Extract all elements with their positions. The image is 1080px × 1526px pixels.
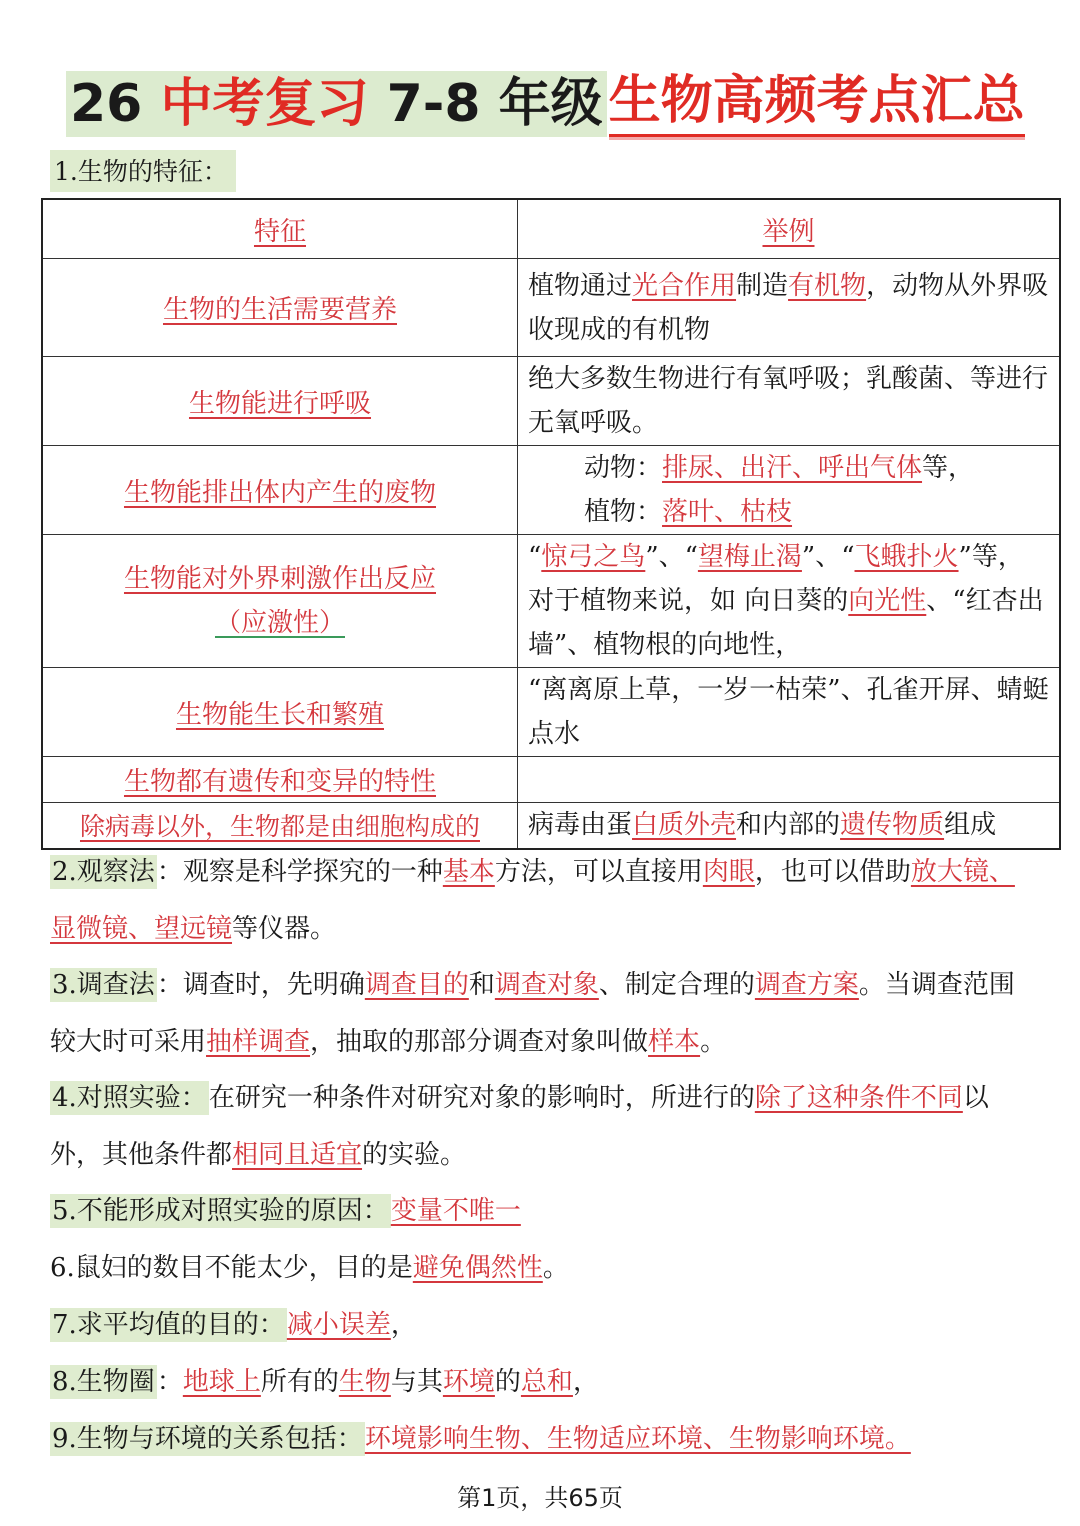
point-paragraph xyxy=(50,844,1040,958)
key-term: 基本 xyxy=(442,857,495,887)
point-text: 、制定合理的 xyxy=(598,970,755,1000)
page-title xyxy=(66,68,1025,137)
example-text: 组成 xyxy=(944,810,997,841)
table-row xyxy=(42,259,1060,357)
example-text: 动物： xyxy=(584,453,663,483)
point-text: 方法，可以直接用 xyxy=(494,857,703,887)
point-text: ， xyxy=(390,1310,417,1340)
table-row xyxy=(42,757,1060,803)
point-paragraph xyxy=(50,1297,1040,1354)
point-paragraph xyxy=(50,1240,1040,1297)
key-term: 调查对象 xyxy=(494,970,599,1000)
point-text: 所有的 xyxy=(260,1367,339,1397)
feature-cell xyxy=(42,803,518,849)
example-cell xyxy=(518,757,1061,803)
point-text: 等仪器。 xyxy=(232,914,337,944)
feature-text: 生物能对外界刺激作出反应 xyxy=(123,564,436,594)
key-term: 调查方案 xyxy=(754,970,859,1000)
section-heading: 1.生物的特征： xyxy=(50,150,236,192)
table-header-row xyxy=(42,199,1060,259)
key-term: 环境影响生物、生物适应环境、生物影响环境。 xyxy=(364,1424,911,1454)
feature-cell xyxy=(42,259,518,357)
feature-subtext: （应激性） xyxy=(214,608,345,638)
title-year: 26 xyxy=(70,74,143,134)
point-label: 5.不能形成对照实验的原因： xyxy=(52,1196,389,1226)
point-text: 在研究一种条件对研究对象的影响时，所进行的 xyxy=(208,1083,755,1113)
point-text: 。 xyxy=(542,1253,569,1283)
example-text: 和内部的 xyxy=(736,810,841,841)
table-row xyxy=(42,357,1060,446)
key-term: 地球上 xyxy=(182,1367,261,1397)
key-term: 减小误差 xyxy=(286,1310,391,1340)
point-paragraph xyxy=(50,1411,1040,1468)
example-text: 植物： xyxy=(584,497,663,527)
point-label: 9.生物与环境的关系包括： xyxy=(52,1424,363,1454)
point-text: 6.鼠妇的数目不能太少，目的是 xyxy=(50,1253,413,1283)
table-row xyxy=(42,803,1060,849)
feature-cell xyxy=(42,757,518,803)
example-cell xyxy=(518,446,1061,535)
key-term: 环境 xyxy=(442,1367,495,1397)
point-text: ，也可以借助 xyxy=(754,857,911,887)
feature-text: 生物能进行呼吸 xyxy=(188,388,371,419)
example-text: 等， xyxy=(922,453,975,483)
key-term: 调查目的 xyxy=(364,970,469,1000)
point-text: 的 xyxy=(494,1367,521,1397)
table-row xyxy=(42,535,1060,668)
point-text: ：观察是科学探究的一种 xyxy=(156,857,443,887)
point-label: 3.调查法 xyxy=(52,970,155,1000)
feature-text: 生物能排出体内产生的废物 xyxy=(123,477,436,508)
feature-text: 生物的生活需要营养 xyxy=(162,295,397,325)
example-text: ，动物从外界吸收现成的有机物 xyxy=(528,270,1049,345)
example-line xyxy=(584,446,1049,490)
example-cell xyxy=(518,668,1061,757)
feature-text: 生物都有遗传和变异的特性 xyxy=(123,767,436,797)
example-text: ”等，对于植物来说，如 向日葵的 xyxy=(528,542,1024,616)
point-text: 。 xyxy=(700,1027,727,1057)
point-label: 4.对照实验： xyxy=(52,1083,207,1113)
point-label: 2.观察法 xyxy=(52,857,155,887)
point-text: 与其 xyxy=(390,1367,443,1397)
title-highlight xyxy=(66,71,607,137)
key-term: 变量不唯一 xyxy=(390,1196,521,1226)
key-term: 样本 xyxy=(648,1027,701,1057)
point-text: 的实验。 xyxy=(362,1140,467,1170)
header-feature: 特征 xyxy=(42,199,518,259)
header-example: 举例 xyxy=(518,199,1061,259)
point-text: ， xyxy=(572,1367,599,1397)
point-paragraph xyxy=(50,1070,1040,1184)
title-subject: 生物高频考点汇总 xyxy=(609,68,1025,137)
table-row xyxy=(42,446,1060,535)
point-label: 8.生物圈 xyxy=(52,1367,155,1397)
page-footer: 第1页，共65页 xyxy=(457,1484,623,1512)
point-text: 以外，其他条件都 xyxy=(50,1083,989,1170)
example-text: 绝大多数生物进行有氧呼吸；乳酸菌、等进行无氧呼吸。 xyxy=(528,364,1049,438)
point-paragraph xyxy=(50,957,1040,1071)
example-cell xyxy=(518,535,1061,668)
example-text: 病毒由蛋 xyxy=(528,810,633,841)
features-table xyxy=(41,198,1061,850)
feature-text: 除病毒以外，生物都是由细胞构成的 xyxy=(79,812,480,842)
example-line xyxy=(584,490,1049,534)
example-cell xyxy=(518,259,1061,357)
key-term: 相同且适宜 xyxy=(232,1140,363,1170)
key-term: 惊弓之鸟 xyxy=(541,542,646,572)
point-paragraph xyxy=(50,1354,1040,1411)
table-row xyxy=(42,668,1060,757)
point-paragraph xyxy=(50,1183,1040,1240)
example-text: “ xyxy=(528,542,542,572)
key-term: 除了这种条件不同 xyxy=(754,1083,963,1113)
key-term: 飞蛾扑火 xyxy=(854,542,959,572)
point-text: ，抽取的那部分调查对象叫做 xyxy=(310,1027,649,1057)
point-text: ： xyxy=(156,1367,183,1397)
example-text: ”、“ xyxy=(801,542,855,572)
feature-cell xyxy=(42,446,518,535)
key-term: 遗传物质 xyxy=(840,810,945,841)
example-text: 制造 xyxy=(736,270,789,301)
point-text: ：调查时，先明确 xyxy=(156,970,365,1000)
example-cell xyxy=(518,803,1061,849)
key-term: 光合作用 xyxy=(632,270,737,301)
feature-cell xyxy=(42,357,518,446)
point-label: 7.求平均值的目的： xyxy=(52,1310,285,1340)
example-text: 、“红杏出墙”、植物根的向地性， xyxy=(528,586,1044,660)
example-text: “离离原上草，一岁一枯荣”、孔雀开屏、蜻蜓点水 xyxy=(528,675,1049,749)
key-term: 肉眼 xyxy=(702,857,755,887)
key-term: 放大镜、显微镜、望远镜 xyxy=(50,857,1015,944)
example-text: ”、“ xyxy=(645,542,698,572)
point-text: 。当调查范围较大时可采用 xyxy=(50,970,1015,1057)
title-exam: 中考复习 xyxy=(160,74,369,134)
point-text: 和 xyxy=(468,970,495,1000)
key-term: 避免偶然性 xyxy=(412,1253,543,1283)
key-term: 白质外壳 xyxy=(632,810,737,841)
feature-cell xyxy=(42,668,518,757)
feature-text: 生物能生长和繁殖 xyxy=(175,699,384,730)
key-term: 望梅止渴 xyxy=(697,542,802,572)
example-cell xyxy=(518,357,1061,446)
key-term: 总和 xyxy=(520,1367,573,1397)
key-term: 落叶、枯枝 xyxy=(662,497,793,527)
feature-cell xyxy=(42,535,518,668)
key-term: 抽样调查 xyxy=(206,1027,311,1057)
title-grade: 7-8 年级 xyxy=(386,74,603,134)
key-term: 生物 xyxy=(338,1367,391,1397)
key-term: 有机物 xyxy=(788,270,867,301)
example-text: 植物通过 xyxy=(528,270,633,301)
key-term: 向光性 xyxy=(848,586,927,616)
key-term: 排尿、出汗、呼出气体 xyxy=(662,453,923,483)
